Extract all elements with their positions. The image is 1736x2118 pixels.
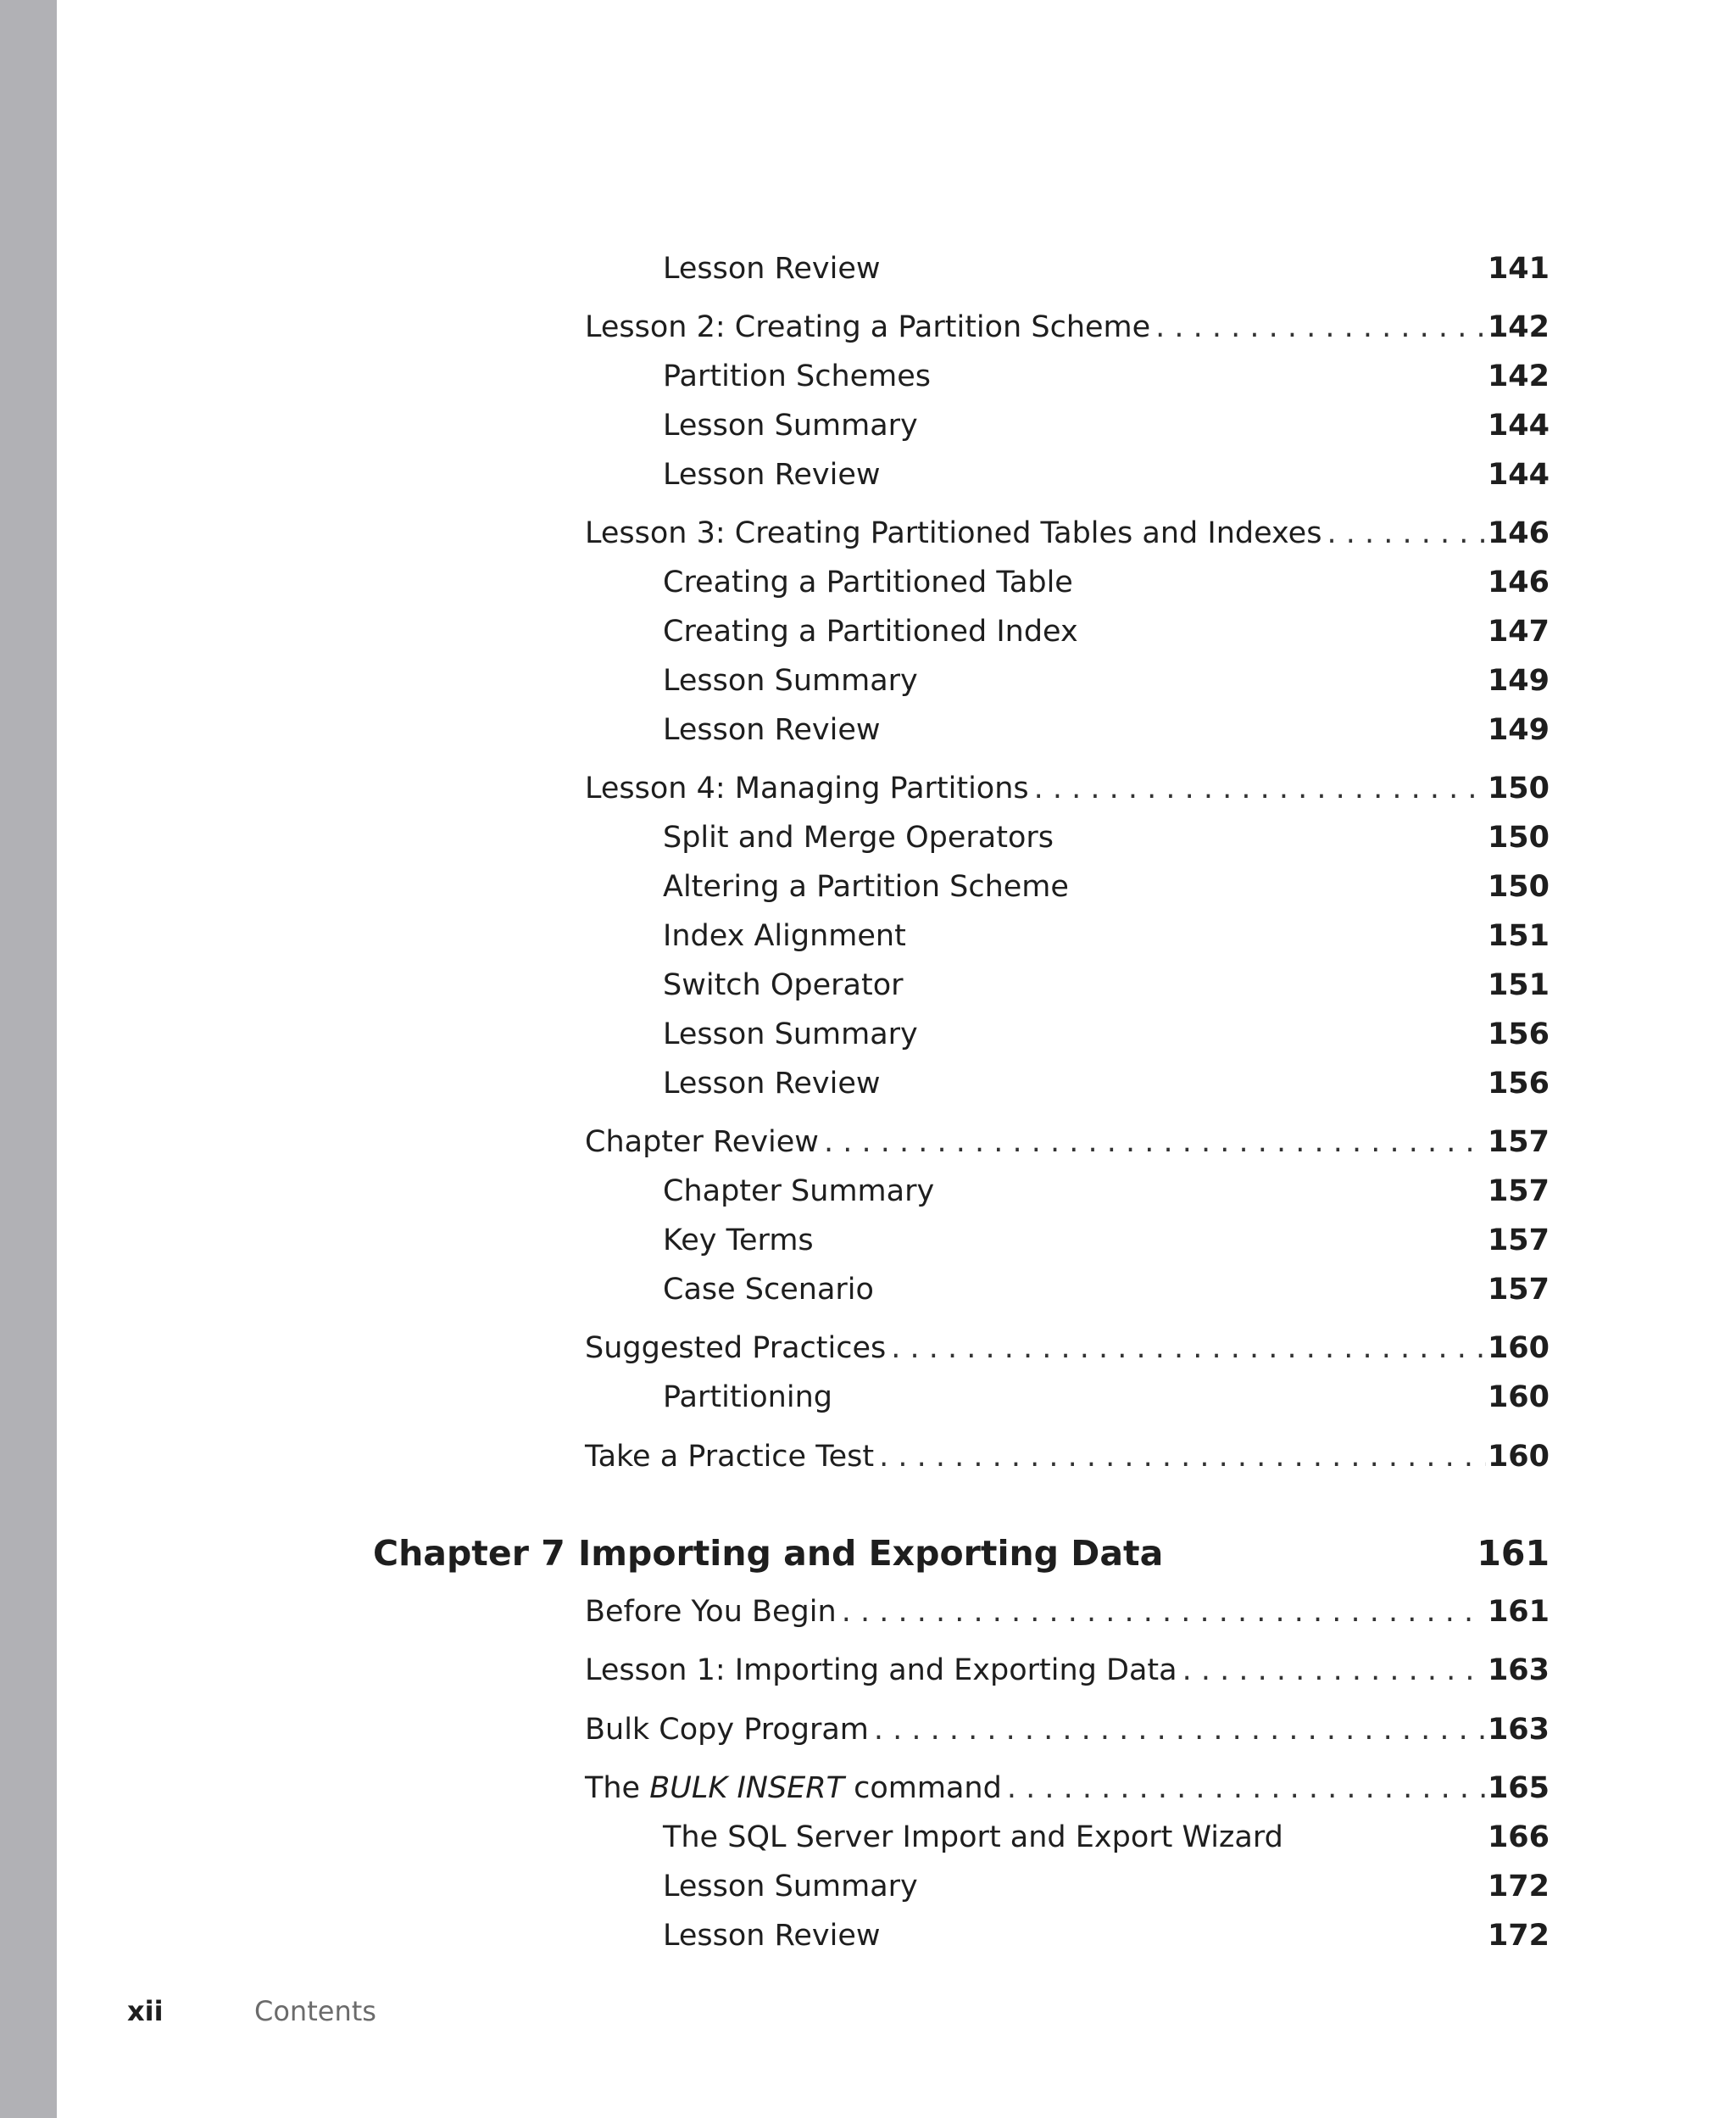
toc-entry <box>663 1376 1550 1419</box>
dot-leader <box>874 1708 1486 1751</box>
toc-entry-label: The SQL Server Import and Export Wizard <box>663 1820 1283 1854</box>
toc-entry-label: Lesson Review <box>663 252 881 286</box>
toc-entry <box>663 1915 1550 1957</box>
dot-leader <box>1034 767 1486 810</box>
label-suffix: command <box>843 1771 1002 1805</box>
toc-entry-page: 147 <box>1487 615 1550 649</box>
toc-entry-label: Case Scenario <box>663 1273 874 1307</box>
toc-entry <box>585 306 1550 348</box>
toc-entry <box>585 1591 1550 1633</box>
dot-leader <box>824 1121 1486 1163</box>
toc-entry <box>663 866 1550 908</box>
toc-entry-page: 141 <box>1487 252 1550 286</box>
toc-entry-label: Lesson Summary <box>663 1017 918 1051</box>
toc-entry <box>663 915 1550 957</box>
toc-entry-page: 160 <box>1487 1380 1550 1414</box>
toc-entry-label: Lesson 1: Importing and Exporting Data <box>585 1653 1177 1687</box>
toc-entry <box>585 1767 1550 1809</box>
toc-entry-page: 144 <box>1487 409 1550 443</box>
toc-entry <box>663 404 1550 447</box>
toc-entry-page: 160 <box>1487 1440 1550 1474</box>
toc-entry <box>663 1268 1550 1311</box>
footer-section-label: Contents <box>254 1995 376 2027</box>
toc-entry <box>663 610 1550 653</box>
toc-entry <box>585 1649 1550 1692</box>
dot-leader <box>842 1591 1486 1633</box>
toc-entry-page: 146 <box>1487 516 1550 550</box>
toc-entry-label: Switch Operator <box>663 968 904 1002</box>
toc-entry-label: Chapter Review <box>585 1125 819 1159</box>
toc-entry-label: Bulk Copy Program <box>585 1713 869 1747</box>
toc-entry <box>663 454 1550 496</box>
toc-entry <box>663 1062 1550 1105</box>
toc-entry-page: 161 <box>1487 1595 1550 1629</box>
toc-entry-page: 142 <box>1487 360 1550 393</box>
toc-entry <box>663 817 1550 859</box>
toc-entry <box>663 561 1550 604</box>
toc-entry <box>585 1708 1550 1751</box>
toc-entry <box>585 512 1550 555</box>
toc-entry-page: 163 <box>1487 1653 1550 1687</box>
dot-leader <box>891 1327 1486 1369</box>
toc-entry-label: Partition Schemes <box>663 360 932 393</box>
toc-entry-label: Lesson Summary <box>663 664 918 698</box>
toc-entry-label: Altering a Partition Scheme <box>663 870 1069 904</box>
toc-entry-page: 151 <box>1487 919 1550 953</box>
toc-entry-label: Lesson Review <box>663 458 881 492</box>
dot-leader <box>879 1435 1486 1478</box>
toc-entry <box>663 1865 1550 1908</box>
toc-entry <box>663 1170 1550 1212</box>
toc-entry-page: 165 <box>1487 1771 1550 1805</box>
toc-entry <box>585 1121 1550 1163</box>
toc-entry-page: 149 <box>1487 713 1550 747</box>
toc-entry-label: Chapter Summary <box>663 1174 935 1208</box>
toc-entry-page: 142 <box>1487 310 1550 344</box>
page-footer <box>127 1993 376 2031</box>
toc-entry <box>663 1219 1550 1262</box>
toc-entry-label: Lesson Summary <box>663 409 918 443</box>
chapter-title: Importing and Exporting Data <box>578 1533 1164 1574</box>
chapter-page: 161 <box>1477 1533 1550 1574</box>
toc-entry <box>663 964 1550 1006</box>
toc-entry-label: Creating a Partitioned Index <box>663 615 1078 649</box>
toc-entry-label: Index Alignment <box>663 919 906 953</box>
toc-entry <box>585 1435 1550 1478</box>
toc-entry-page: 146 <box>1487 566 1550 599</box>
toc-entry-label: Lesson 3: Creating Partitioned Tables and Indexes <box>585 516 1322 550</box>
toc-entry-label: Partitioning <box>663 1380 832 1414</box>
toc-entry-page: 172 <box>1487 1919 1550 1953</box>
toc-entry-page: 163 <box>1487 1713 1550 1747</box>
dot-leader <box>1155 306 1486 348</box>
toc-entry-label: Take a Practice Test <box>585 1440 875 1474</box>
toc-entry <box>663 355 1550 398</box>
toc-entry-label: Suggested Practices <box>585 1331 887 1365</box>
toc-entry-page: 172 <box>1487 1870 1550 1903</box>
toc-entry <box>585 767 1550 810</box>
chapter-heading <box>373 1528 1550 1579</box>
dot-leader <box>1007 1767 1486 1809</box>
toc-entry-label: Lesson 2: Creating a Partition Scheme <box>585 310 1151 344</box>
toc-entry-page: 157 <box>1487 1273 1550 1307</box>
toc-entry-page: 157 <box>1487 1174 1550 1208</box>
toc-entry-label: Split and Merge Operators <box>663 821 1054 855</box>
toc-entry <box>585 1327 1550 1369</box>
toc-entry-page: 150 <box>1487 870 1550 904</box>
toc-entry <box>663 1816 1550 1859</box>
label-italic-command: BULK INSERT <box>649 1771 844 1805</box>
dot-leader <box>1327 512 1486 555</box>
toc-entry <box>663 1013 1550 1056</box>
toc-entry-label: Lesson Review <box>663 1919 881 1953</box>
toc-entry-page: 156 <box>1487 1067 1550 1101</box>
toc-entry-label: Creating a Partitioned Table <box>663 566 1073 599</box>
toc-entry-page: 156 <box>1487 1017 1550 1051</box>
toc-entry-page: 144 <box>1487 458 1550 492</box>
toc-entry-page: 157 <box>1487 1125 1550 1159</box>
toc-entry <box>663 709 1550 751</box>
toc-entry-page: 150 <box>1487 821 1550 855</box>
dot-leader <box>1182 1649 1486 1692</box>
toc-entry-page: 150 <box>1487 772 1550 805</box>
label-prefix: The <box>585 1771 650 1805</box>
toc-entry-label: Lesson Summary <box>663 1870 918 1903</box>
footer-page-number: xii <box>127 1995 164 2027</box>
toc-entry-page: 166 <box>1487 1820 1550 1854</box>
chapter-number: Chapter 7 <box>373 1533 565 1574</box>
toc-entry-page: 149 <box>1487 664 1550 698</box>
toc-entry <box>663 248 1550 290</box>
toc-entry-label: Lesson 4: Managing Partitions <box>585 772 1029 805</box>
toc-entry-label: Lesson Review <box>663 1067 881 1101</box>
toc-entry-page: 160 <box>1487 1331 1550 1365</box>
toc-entry-label: Key Terms <box>663 1223 814 1257</box>
toc-entry-label <box>585 1767 1002 1809</box>
toc-entry-label: Before You Begin <box>585 1595 837 1629</box>
toc-entry-label: Lesson Review <box>663 713 881 747</box>
toc-entry-page: 157 <box>1487 1223 1550 1257</box>
toc-entry-page: 151 <box>1487 968 1550 1002</box>
toc-entry <box>663 660 1550 702</box>
